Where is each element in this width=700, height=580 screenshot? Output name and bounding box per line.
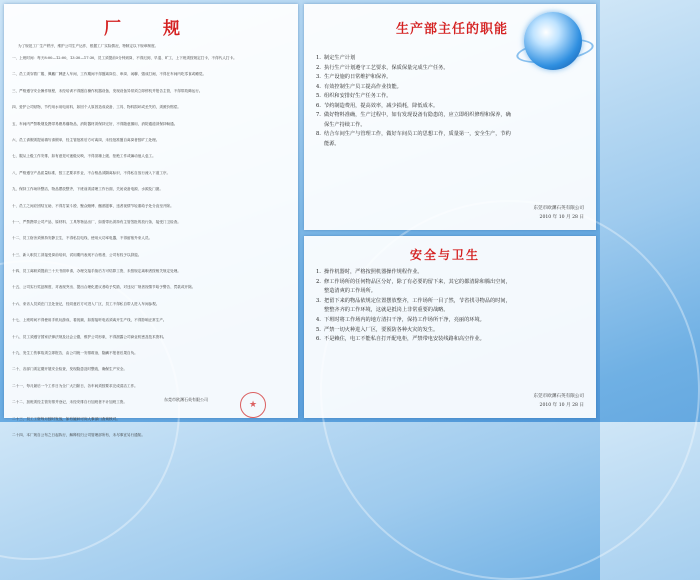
duty-item: [316, 73, 586, 83]
rule-item: 十一、严禁携带公司产品、原材料、工具等物品出厂，如需带出须持有主管签批的放行条，接受门卫检查。: [12, 219, 181, 224]
rule-item: 十二、员工宿舍须保持安静卫生，不得私拉电线、使用大功率电器，不得留宿外来人员。: [12, 236, 153, 241]
duty-item-text: 有效控制生产员工提高作业技能。: [324, 83, 402, 90]
safety-item-number: 1.: [316, 269, 321, 275]
duty-item-number: 6.: [316, 102, 321, 109]
rule-item: 二十一、每月最后一个工作日为全厂大扫除日，各车间须按要求完成清洁工作。: [12, 383, 138, 388]
duties-panel: [304, 4, 596, 230]
safety-date: 2010 年 10 月 28 日: [539, 403, 584, 408]
duty-item-text: 做好物料准确，生产过程中，如有发现设备有隐患的，应立即组织修理和保养，确: [324, 112, 511, 118]
safety-item: [316, 316, 588, 326]
safety-item-number: [316, 306, 324, 316]
duties-list: [316, 54, 586, 149]
safety-item-number: 2.: [316, 278, 321, 285]
safety-item-text: 整整齐齐的工作环境，这就是抵岗上非常重要的战略。: [324, 307, 449, 314]
safety-item-text: 修工作场所的任何物品区分好，除了有必要的留下来，其它的都清除和腾出空间，: [324, 278, 511, 285]
rule-item: 十三、新入职员工须接受岗前培训，试用期内表现不合格者，公司有权予以辞退。: [12, 252, 142, 257]
factory-rules-panel: [4, 4, 298, 437]
rule-item: 二十四、本厂规自公布之日起执行，解释权归公司管理部所有，未尽事宜另行通知。: [12, 432, 145, 437]
rule-item: 二十、各部门须定期开展安全检查，发现隐患及时整改，确保生产安全。: [12, 367, 127, 372]
rule-item: 二十二、加班须经主管安排并登记，未经安排自行加班者不计加班工资。: [12, 400, 127, 405]
rule-item: 十六、来访人员须在门卫处登记，经同意后方可进入厂区，员工不得私自带人进入车间参观。: [12, 301, 160, 306]
duty-item-number: 7.: [316, 112, 321, 118]
rules-company: 东莞市欧渊石英有限公司: [164, 397, 208, 402]
safety-item-text: 不是赖住，电工不能私自打开配电柜，严禁带电安装线路和高空作业。: [324, 336, 485, 343]
safety-item: [316, 326, 588, 336]
rule-item: 十七、上班时间不得使用手机玩游戏、看视频，如需接听电话须离开生产线，不得影响正常生产。: [12, 318, 167, 323]
duties-company: 东莞市欧渊石英有限公司: [533, 206, 584, 211]
rule-item: 六、员工请假须提前填写请假单，经主管批准后方可离岗，未经批准擅自离岗者按旷工处理。: [12, 137, 160, 142]
duty-item: [316, 64, 586, 74]
rule-item: 七、服从上级工作安排，如有意见可逐级反映，不得顶撞上级、拒绝工作或煽动他人怠工。: [12, 154, 156, 159]
safety-panel: [304, 236, 596, 418]
safety-item-text: 把留下来的物品依规定位置摆放整齐，工作场所一目了然，节省找寻物品的时间，: [324, 297, 511, 304]
duty-item-text: 制定生产计划: [324, 55, 356, 61]
rule-item: 一、上班时间：每天8:00—12:00，13:30—17:30，员工须提前5分钟到岗，不得迟到、早退、旷工，上下班须按规定打卡，不得代人打卡。: [12, 56, 237, 60]
safety-signature: [533, 392, 584, 410]
duty-item-text: 组织和安排好生产任务工作。: [324, 93, 392, 99]
safety-item: [316, 268, 588, 278]
rule-item: 二、员工须穿着厂服、佩戴厂牌进入车间，工作期间不得擅离岗位、串岗、闲聊、嬉戏打闹，不得在车间内吃零食或睡觉。: [12, 72, 207, 77]
rule-item: 十九、发生工伤事故须立即报告，由公司统一安排救治，隐瞒不报者后果自负。: [12, 351, 138, 356]
rule-item: 十四、员工离职须提前三十天书面申请，办理交接手续后方可结算工资，未按规定离职者按相关规定处理。: [12, 269, 181, 274]
duty-item: [316, 140, 586, 150]
safety-company: 东莞市欧渊石英有限公司: [533, 394, 584, 399]
safety-item-text: 下班时将工作场内的地方清扫干净，保持工作场所干净，亮丽的环境。: [324, 316, 485, 323]
duties-signature: [533, 204, 584, 222]
duty-item-number: 5.: [316, 93, 321, 99]
duty-item: [316, 54, 586, 64]
rule-item: 十八、员工须遵守国家法律法规及社会公德，维护公司形象，不得泄露公司商业机密及技术资料。: [12, 334, 167, 339]
duty-item-number: 1.: [316, 55, 321, 61]
rule-item: 四、爱护公司财物，节约用水用电用料，如因个人原因造成设备、工具、物料损坏或丢失的，须照价赔偿。: [12, 105, 181, 110]
rule-item: 二十三、员工工资每月按时发放，如有疑问可向人事部门查询核对。: [12, 416, 120, 421]
safety-item: [316, 297, 588, 307]
rule-item: 五、车间内严禁吸烟及携带易燃易爆物品，消防器材须保持完好，不得随意挪用，消防通道须保持畅通。: [12, 121, 178, 126]
duty-item: [316, 111, 586, 121]
duty-item-text: 结合车间生产与管理工作，做好车间员工的思想工作，质量第一，安全生产，节约: [324, 131, 511, 137]
safety-list: [316, 268, 588, 345]
safety-item-text: 严禁一切火种进入厂区，要预防各种火灾的发生。: [324, 326, 439, 333]
safety-title: 安全与卫生: [410, 248, 481, 262]
rule-item: 八、严格遵守产品质量标准，按工艺要求作业，不合格品须隔离标识，不得私自放行流入下道工序。: [12, 170, 171, 175]
duty-item: [316, 130, 586, 140]
rules-list: [12, 56, 292, 449]
safety-item: [316, 306, 588, 316]
safety-item: [316, 335, 588, 345]
duty-item: [316, 121, 586, 131]
duty-item: [316, 102, 586, 112]
safety-item: [316, 287, 588, 297]
safety-item-number: [316, 287, 324, 297]
safety-item-number: 5.: [316, 326, 321, 333]
duty-item: [316, 83, 586, 93]
duty-item-number: 8.: [316, 131, 321, 137]
factory-rules-title: 厂 规: [104, 19, 198, 39]
duties-title: 生产部主任的职能: [396, 22, 509, 37]
rule-item: 三、严格遵守安全操作规程，未经培训不得擅自操作机器设备，发现设备异常须立即停机并报告主管，不得带故障运行。: [12, 88, 203, 93]
safety-item-number: 6.: [316, 336, 321, 343]
duty-item-text: 节约制造费用，提高效率，减少损耗，降低成本。: [324, 102, 439, 109]
duty-item-number: 3.: [316, 74, 321, 80]
rule-item: 九、保持工作场所整洁，物品摆放整齐，下班前须清理工作台面，关闭设备电源、水源及门窗。: [12, 187, 163, 192]
duty-item: [316, 92, 586, 102]
company-seal-icon: [240, 392, 266, 418]
safety-item-number: 3.: [316, 297, 321, 304]
safety-item: [316, 278, 588, 288]
rule-item: 十五、公司实行奖惩制度，对表现突出、提出合理化建议者给予奖励，对违反厂规者视情节给予警告、罚款或开除。: [12, 285, 196, 290]
rules-intro: 为了规范工厂生产秩序，维护公司生产运作，根据工厂实际情况，特制定以下规章制度。: [18, 44, 159, 48]
duties-date: 2010 年 10 月 28 日: [539, 215, 584, 220]
duty-item-number: [316, 121, 324, 131]
duty-item-number: 4.: [316, 83, 321, 90]
safety-item-text: 操作机器时，严格按照机器操作规程作业。: [324, 269, 423, 275]
safety-item-text: 整造清爽的工作场所。: [324, 288, 376, 295]
duty-item-number: [316, 140, 324, 150]
safety-item-number: 4.: [316, 316, 321, 323]
duty-item-text: 能源。: [324, 140, 340, 147]
duty-item-text: 执行生产计划遵守工艺要求，保质保量完成生产任务。: [324, 64, 449, 71]
seal-star: ★: [248, 400, 258, 410]
duty-item-text: 生产设施的日常维护和保养。: [324, 74, 392, 80]
duty-item-number: 2.: [316, 64, 321, 71]
duty-item-text: 保生产持续工作。: [324, 121, 366, 128]
rule-item: 十、员工之间应团结互助，不得打架斗殴、聚众赌博、酗酒滋事，违者视情节轻重给予处分直至开除。: [12, 203, 174, 208]
